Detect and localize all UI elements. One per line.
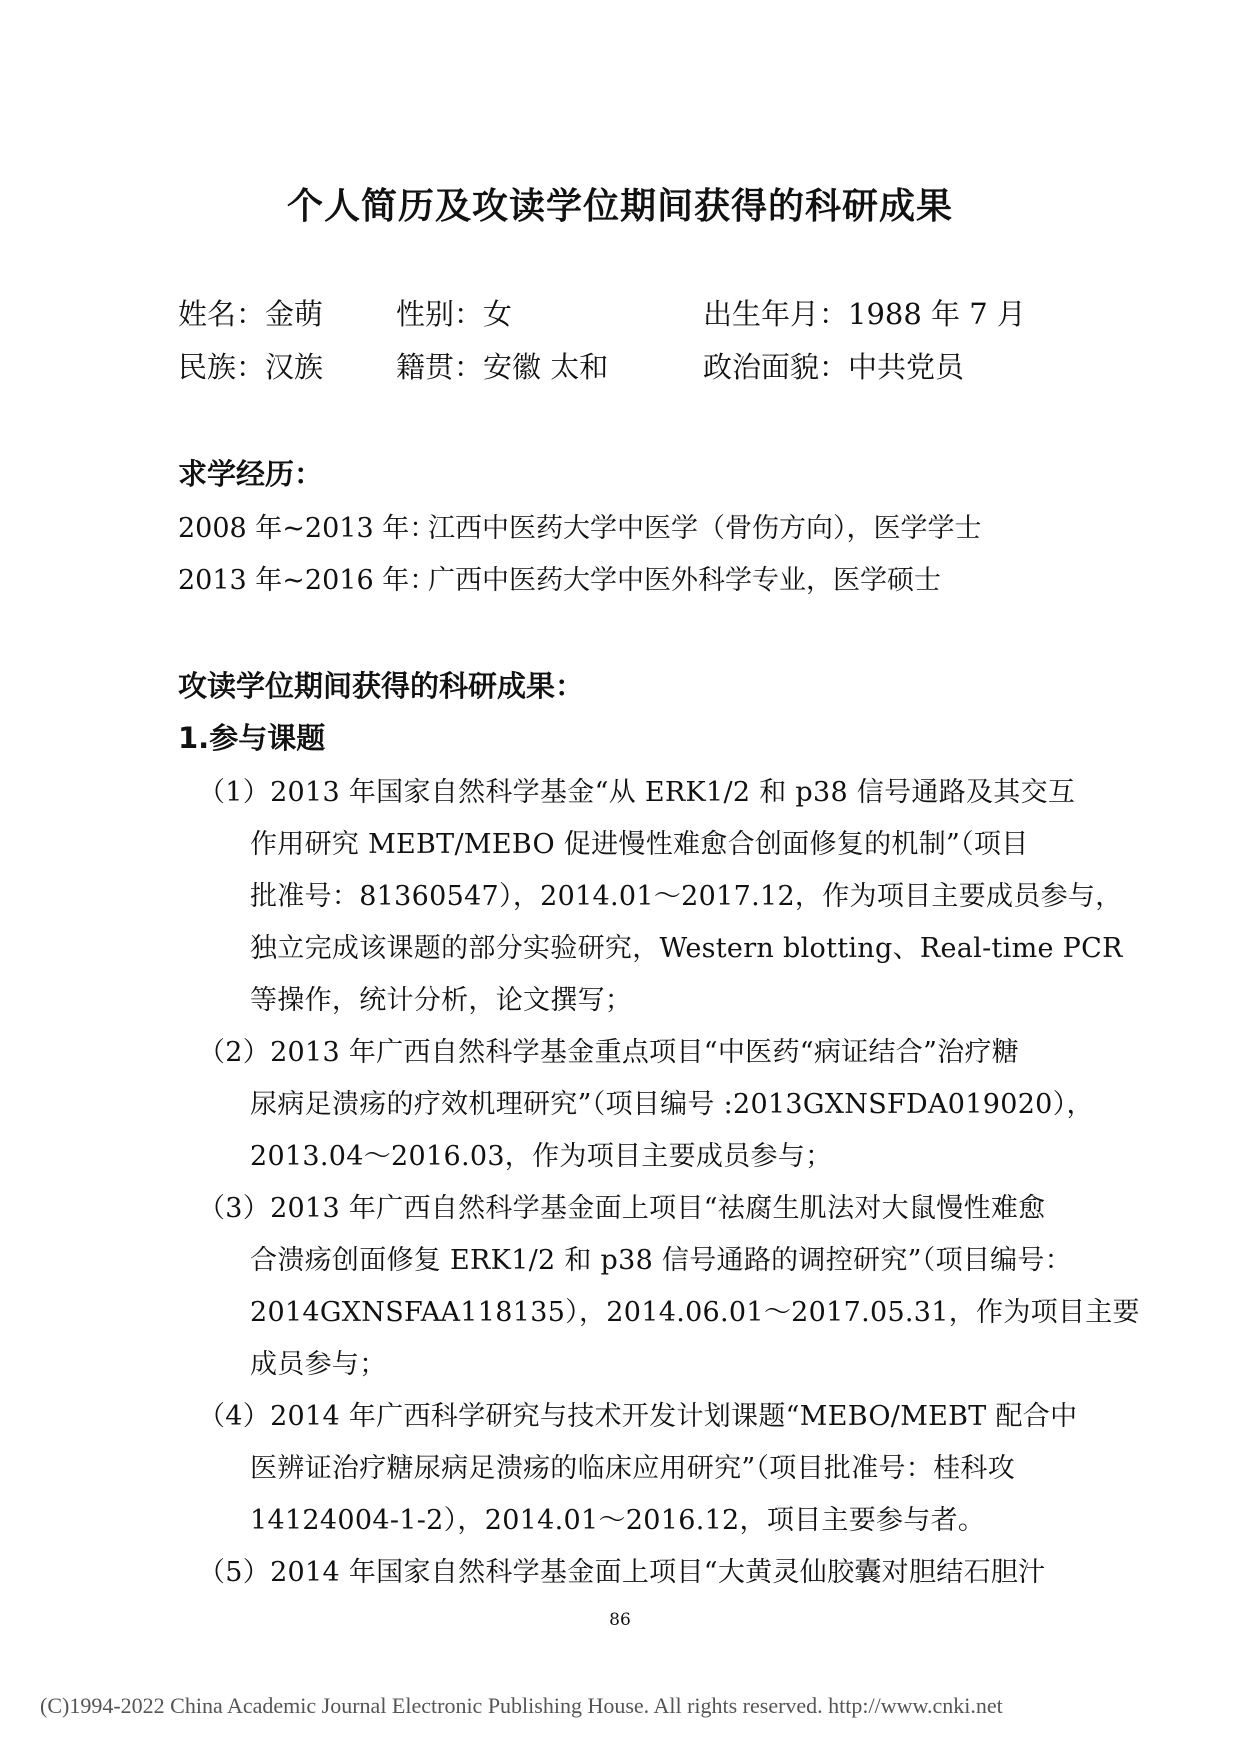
native-place-field: 籍贯：安徽 太和 xyxy=(396,350,609,384)
political-status-field: 政治面貌：中共党员 xyxy=(703,350,965,384)
project-line: （3）2013 年广西自然科学基金面上项目“祛腐生肌法对大鼠慢性难愈 xyxy=(198,1193,1046,1224)
project-line: （1）2013 年国家自然科学基金“从 ERK1/2 和 p38 信号通路及其交互 xyxy=(198,777,1076,808)
education-heading: 求学经历： xyxy=(178,457,324,491)
project-line: 医辨证治疗糖尿病足溃疡的临床应用研究”（项目批准号：桂科攻 xyxy=(250,1453,1016,1484)
ethnicity-field: 民族：汉族 xyxy=(178,350,324,384)
project-line: 作用研究 MEBT/MEBO 促进慢性难愈合创面修复的机制”（项目 xyxy=(250,829,1029,860)
achievements-heading: 攻读学位期间获得的科研成果： xyxy=(178,669,585,703)
page-number: 86 xyxy=(609,1610,631,1630)
projects-subheading: 1.参与课题 xyxy=(178,721,326,755)
project-line: 批准号：81360547），2014.01～2017.12，作为项目主要成员参与， xyxy=(250,881,1123,912)
project-line: 成员参与； xyxy=(250,1349,387,1380)
project-line: （4）2014 年广西科学研究与技术开发计划课题“MEBO/MEBT 配合中 xyxy=(198,1401,1078,1432)
project-line: 合溃疡创面修复 ERK1/2 和 p38 信号通路的调控研究”（项目编号： xyxy=(250,1245,1073,1276)
project-line: 14124004-1-2），2014.01～2016.12，项目主要参与者。 xyxy=(250,1505,986,1536)
gender-field: 性别：女 xyxy=(396,297,513,331)
project-line: 2014GXNSFAA118135），2014.06.01～2017.05.31，作为项目主要 xyxy=(250,1297,1140,1328)
project-line: （2）2013 年广西自然科学基金重点项目“中医药“病证结合”治疗糖 xyxy=(198,1037,1020,1068)
project-line: （5）2014 年国家自然科学基金面上项目“大黄灵仙胶囊对胆结石胆汁 xyxy=(198,1557,1046,1588)
birth-field: 出生年月：1988 年 7 月 xyxy=(703,297,1026,331)
project-line: 独立完成该课题的部分实验研究，Western blotting、Real-time PCR xyxy=(250,933,1123,964)
copyright-footer: (C)1994-2022 China Academic Journal Electronic Publishing House. All rights reserved. http://www.cnki.net xyxy=(40,1693,1003,1718)
education-school: 广西中医药大学中医外科学专业，医学硕士 xyxy=(428,565,941,596)
name-field: 姓名：金萌 xyxy=(178,297,324,331)
education-school: 江西中医药大学中医学（骨伤方向），医学学士 xyxy=(428,513,982,544)
education-period: 2013 年~2016 年： xyxy=(178,565,437,596)
page-title: 个人简历及攻读学位期间获得的科研成果 xyxy=(286,186,953,227)
project-line: 2013.04～2016.03，作为项目主要成员参与； xyxy=(250,1141,833,1172)
project-line: 尿病足溃疡的疗效机理研究”（项目编号 :2013GXNSFDA019020）， xyxy=(250,1089,1094,1120)
education-period: 2008 年~2013 年： xyxy=(178,513,437,544)
project-line: 等操作，统计分析，论文撰写； xyxy=(250,985,633,1016)
